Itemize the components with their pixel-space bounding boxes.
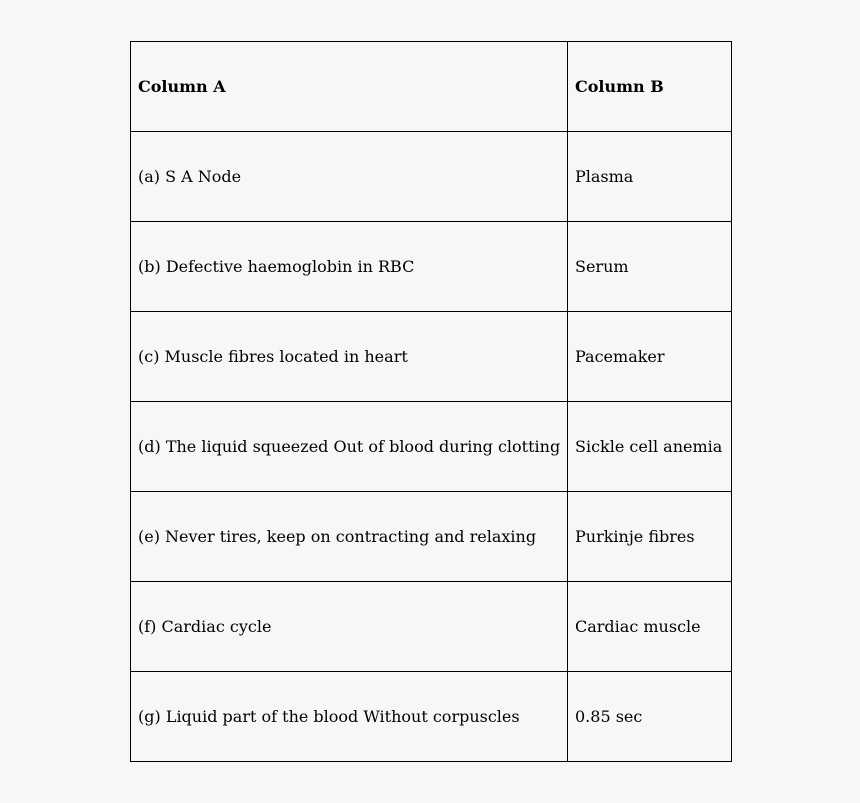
column-a-cell: (e) Never tires, keep on contracting and relaxing: [131, 492, 568, 582]
table-header-row: [131, 42, 732, 132]
table-row: [131, 492, 732, 582]
column-b-cell: Cardiac muscle: [568, 582, 732, 672]
column-b-cell: 0.85 sec: [568, 672, 732, 762]
match-the-columns-table: [130, 41, 732, 762]
column-a-cell: (a) S A Node: [131, 132, 568, 222]
column-b-cell: Serum: [568, 222, 732, 312]
table-row: [131, 132, 732, 222]
column-a-cell: (c) Muscle fibres located in heart: [131, 312, 568, 402]
column-b-cell: Pacemaker: [568, 312, 732, 402]
column-a-cell: (f) Cardiac cycle: [131, 582, 568, 672]
table-row: [131, 222, 732, 312]
column-b-cell: Plasma: [568, 132, 732, 222]
table-row: [131, 672, 732, 762]
column-a-cell: (g) Liquid part of the blood Without corpuscles: [131, 672, 568, 762]
table-row: [131, 402, 732, 492]
table-row: [131, 312, 732, 402]
column-a-cell: (b) Defective haemoglobin in RBC: [131, 222, 568, 312]
column-b-cell: Purkinje fibres: [568, 492, 732, 582]
column-b-cell: Sickle cell anemia: [568, 402, 732, 492]
table-row: [131, 582, 732, 672]
column-a-header: Column A: [131, 42, 568, 132]
column-a-cell: (d) The liquid squeezed Out of blood during clotting: [131, 402, 568, 492]
column-b-header: Column B: [568, 42, 732, 132]
